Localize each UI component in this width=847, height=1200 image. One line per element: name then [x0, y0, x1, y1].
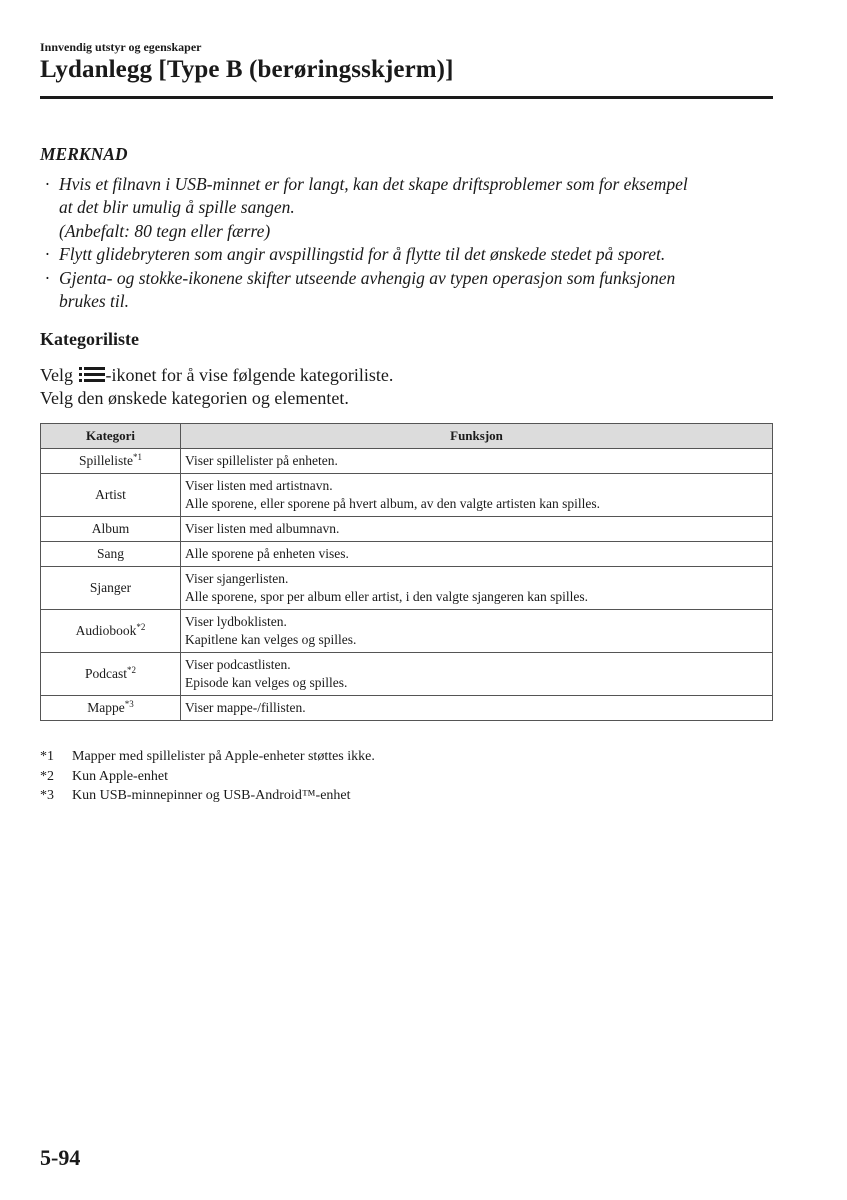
note-line: Hvis et filnavn i USB-minnet er for langt, kan det skape driftsproblemer som for eksempel — [59, 173, 688, 194]
function-line: Alle sporene på enheten vises. — [185, 546, 349, 561]
category-name: Sang — [97, 546, 124, 561]
category-cell — [41, 610, 181, 653]
bullet-marker: · — [45, 267, 50, 288]
page-title: Lydanlegg [Type B (berøringsskjerm)] — [40, 56, 454, 83]
category-cell — [41, 449, 181, 474]
function-line: Episode kan velges og spilles. — [185, 675, 348, 690]
category-intro — [40, 364, 780, 410]
footnote-ref: *2 — [136, 622, 146, 632]
category-cell — [41, 517, 181, 542]
function-cell — [181, 610, 773, 653]
function-line: Viser spillelister på enheten. — [185, 453, 338, 468]
title-divider — [40, 96, 773, 99]
bullet-marker: · — [45, 173, 50, 194]
function-line: Viser sjangerlisten. — [185, 571, 289, 586]
function-line: Alle sporene, spor per album eller artist, i den valgte sjangeren kan spilles. — [185, 589, 589, 604]
function-cell — [181, 542, 773, 567]
category-name: Artist — [95, 487, 126, 502]
footnote — [40, 747, 375, 767]
category-list-heading: Kategoriliste — [40, 329, 139, 349]
table-row — [41, 653, 773, 696]
note-list — [40, 173, 780, 314]
note-line: Gjenta- og stokke-ikonene skifter utseende avhengig av typen operasjon som funksjonen — [59, 267, 676, 288]
note-box — [40, 143, 780, 314]
bullet-marker: · — [45, 244, 50, 264]
list-menu-icon — [79, 365, 105, 381]
note-line: brukes til. — [59, 291, 129, 311]
function-cell — [181, 567, 773, 610]
function-line: Kapitlene kan velges og spilles. — [185, 632, 357, 647]
function-cell — [181, 474, 773, 517]
footnote-ref: *2 — [127, 665, 136, 675]
function-cell — [181, 653, 773, 696]
category-cell — [41, 474, 181, 517]
table-header-row — [41, 424, 773, 449]
table-row — [41, 474, 773, 517]
footnote-text: Kun Apple-enhet — [72, 768, 169, 784]
table-row — [41, 517, 773, 542]
note-heading: MERKNAD — [40, 144, 128, 164]
note-item — [40, 243, 780, 267]
intro-suffix: -ikonet for å vise følgende kategoriliste. — [105, 365, 394, 385]
note-line: Flytt glidebryteren som angir avspillingstid for å flytte til det ønskede stedet på sporet. — [59, 244, 666, 264]
function-line: Viser mappe-/fillisten. — [185, 700, 306, 715]
footnote-ref: *3 — [124, 699, 134, 709]
footnote-mark: *1 — [40, 749, 54, 764]
function-line: Viser listen med albumnavn. — [185, 521, 340, 536]
footnote-text: Kun USB-minnepinner og USB-Android™-enhet — [72, 788, 351, 803]
table-row — [41, 610, 773, 653]
table-row — [41, 567, 773, 610]
intro-line-2: Velg den ønskede kategorien og elementet. — [40, 388, 349, 408]
table-row — [41, 696, 773, 721]
category-name: Mappe — [87, 700, 125, 715]
function-cell — [181, 696, 773, 721]
footnotes — [40, 747, 375, 806]
category-name: Podcast — [85, 666, 127, 681]
footnote — [40, 767, 375, 787]
footnote-ref: *1 — [133, 452, 142, 462]
category-table — [40, 423, 773, 721]
function-cell — [181, 449, 773, 474]
note-item — [40, 267, 780, 314]
note-line: (Anbefalt: 80 tegn eller færre) — [59, 220, 271, 241]
note-line: at det blir umulig å spille sangen. — [59, 197, 295, 217]
function-cell — [181, 517, 773, 542]
category-cell — [41, 542, 181, 567]
table-row — [41, 449, 773, 474]
section-label: Innvendig utstyr og egenskaper — [40, 40, 202, 54]
page-number: 5-94 — [40, 1145, 81, 1170]
category-cell — [41, 567, 181, 610]
header-category: Kategori — [41, 424, 181, 449]
function-line: Viser podcastlisten. — [185, 657, 291, 672]
category-name: Album — [91, 521, 130, 536]
function-line: Viser listen med artistnavn. — [185, 478, 333, 493]
function-line: Viser lydboklisten. — [185, 614, 287, 629]
category-cell — [41, 653, 181, 696]
intro-line-1 — [40, 364, 780, 387]
footnote-mark: *2 — [40, 768, 54, 784]
category-name: Audiobook — [75, 623, 137, 638]
footnote-text: Mapper med spillelister på Apple-enheter støttes ikke. — [72, 749, 375, 764]
footnote-mark: *3 — [40, 788, 54, 803]
intro-prefix: Velg — [40, 365, 73, 385]
category-cell — [41, 696, 181, 721]
note-item — [40, 173, 780, 244]
table-body — [41, 449, 773, 721]
category-name: Spilleliste — [79, 453, 133, 468]
header-function: Funksjon — [181, 424, 773, 449]
category-name: Sjanger — [89, 580, 132, 595]
table-row — [41, 542, 773, 567]
function-line: Alle sporene, eller sporene på hvert album, av den valgte artisten kan spilles. — [185, 496, 600, 511]
footnote — [40, 786, 375, 806]
